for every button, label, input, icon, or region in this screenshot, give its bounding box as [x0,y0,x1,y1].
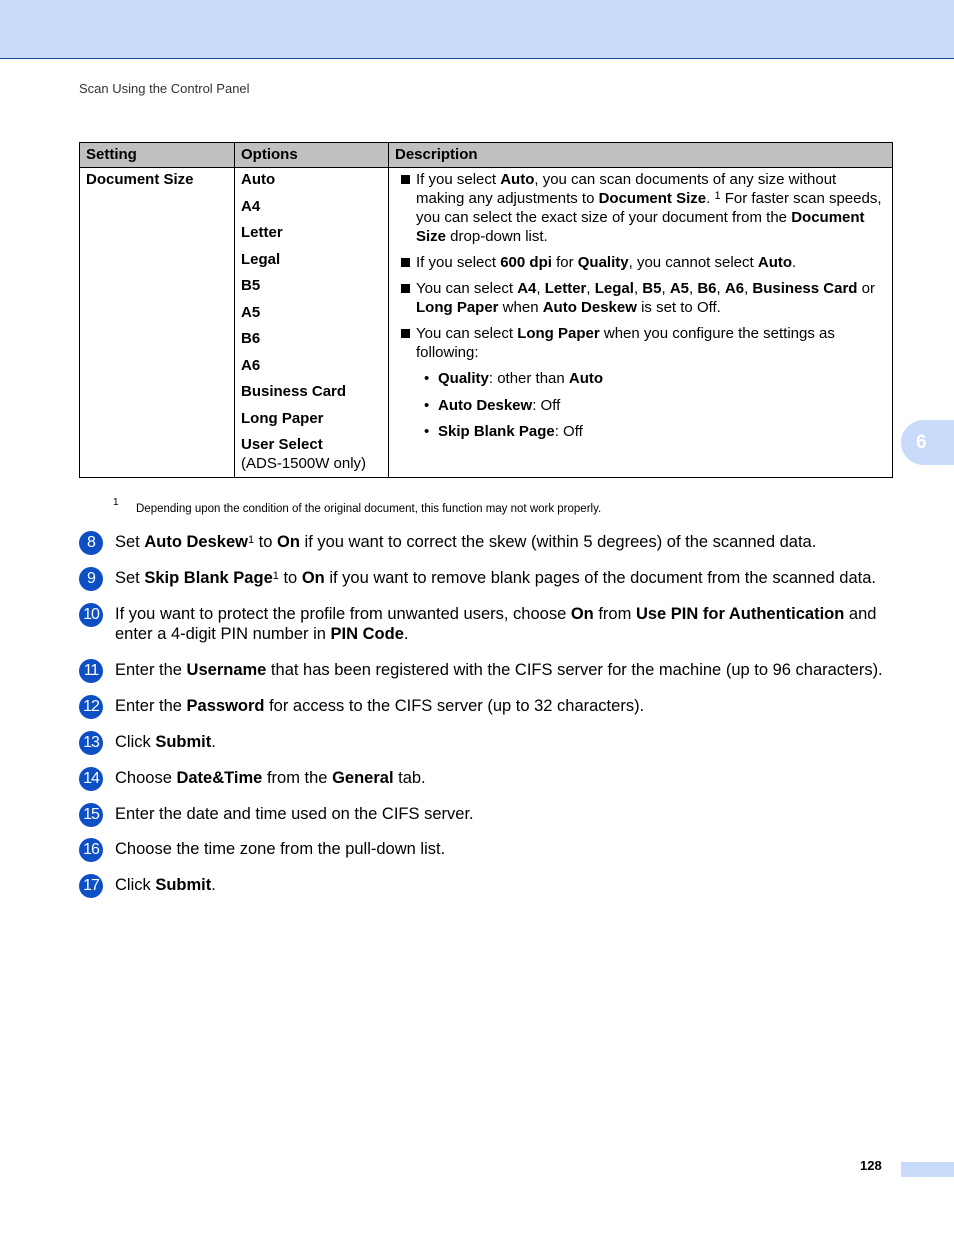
text: Set [115,569,145,587]
bold-term: On [570,605,594,623]
text: drop-down list. [446,228,548,245]
footnote-number: 1 [113,497,119,508]
bold-term: A6 [724,280,745,297]
bold-term: Quality [577,254,629,271]
option-item-user-select [241,435,382,473]
bold-term: Auto Deskew [144,533,248,551]
text: Click [115,876,156,894]
bold-term: Use PIN for Authentication [635,605,845,623]
text: Choose the time zone from the pull-down list. [115,840,446,858]
step-number-badge: 13 [79,731,103,755]
text: to [254,533,278,551]
bold-term: Date&Time [176,769,263,787]
option-item: A6 [241,356,261,374]
text: . [792,254,797,271]
bold-term: A5 [669,280,689,297]
text: You can select [416,325,518,342]
bold-term: On [277,533,300,551]
text: Set [115,533,145,551]
text: You can select [416,280,518,297]
text: , you can scan documents of any size without making any adjustments to [416,171,837,207]
text: is set to Off. [636,299,721,316]
text: : other than [488,370,569,387]
bold-term: Quality [438,370,489,387]
step-16 [79,839,899,859]
bold-term: Long Paper [416,299,499,316]
text: when [498,299,543,316]
step-number-badge: 14 [79,767,103,791]
setting-name: Document Size [86,171,194,188]
option-item: A4 [241,197,261,215]
bold-term: Letter [544,280,587,297]
bold-term: Username [186,661,267,679]
options-cell [235,168,389,478]
text: If you want to protect the profile from unwanted users, choose [115,605,571,623]
text: . [211,733,216,751]
chapter-tab [901,420,954,465]
text: . [211,876,216,894]
sub-bullet-list [416,369,886,441]
text: , [744,280,753,297]
sub-bullet [416,396,886,415]
bold-term: Password [186,697,265,715]
text: from [593,605,636,623]
text: or [857,280,875,297]
bold-term: Long Paper [517,325,600,342]
header-setting: Setting [80,143,235,168]
header-band [0,0,954,59]
text: for access to the CIFS server (up to 32 characters). [264,697,645,715]
chapter-number: 6 [916,431,927,453]
bold-term: Legal [594,280,634,297]
step-number-badge: 10 [79,603,103,627]
header-description: Description [389,143,893,168]
bold-term: Skip Blank Page [438,423,555,440]
bold-term: 600 dpi [500,254,552,271]
step-9 [79,568,899,588]
setting-cell [80,168,235,478]
option-item: Letter [241,224,283,241]
step-8 [79,532,899,552]
text: to [278,569,302,587]
description-bullet [395,279,886,317]
header-options: Options [235,143,389,168]
text: if you want to correct the skew (within 5 degrees) of the scanned data. [299,533,817,551]
text: Click [115,733,156,751]
text: if you want to remove blank pages of the document from the scanned data. [324,569,876,587]
description-bullet [395,253,886,272]
text: If you select [416,171,501,188]
bold-term: Auto Deskew [438,396,533,414]
footnote-ref: 1 [247,534,255,546]
step-number-badge: 15 [79,803,103,827]
bold-term: Skip Blank Page [144,569,273,587]
text: . [403,625,409,643]
bold-term: Auto [568,370,604,387]
text: , [633,280,643,297]
text: , [716,280,725,297]
text: , you cannot select [628,254,758,271]
footnote-ref: 1 [272,570,279,582]
footnote-ref: 1 [714,190,721,202]
text: , [689,280,698,297]
text: : Off [532,396,561,414]
step-14 [79,768,899,788]
settings-table [79,142,893,478]
step-17 [79,875,899,895]
text: For faster scan speeds, you can select the exact size of your document from the [416,190,882,226]
description-bullet [395,170,886,246]
bold-term: Business Card [752,280,858,297]
bold-term: PIN Code [330,625,404,643]
step-number-badge: 12 [79,695,103,719]
table-header-row [80,143,893,168]
bold-term: Submit [155,733,212,751]
step-number-badge: 11 [79,659,103,683]
bold-term: B6 [697,280,717,297]
option-item: Long Paper [241,409,324,427]
text: Enter the [115,661,187,679]
step-11 [79,660,899,680]
text: , [536,280,545,297]
bold-term: Auto [500,171,535,188]
text: Enter the date and time used on the CIFS server. [115,805,474,823]
option-item: Business Card [241,383,347,400]
step-15 [79,804,899,824]
sub-bullet [416,369,886,388]
step-number-badge: 16 [79,838,103,862]
text: Choose [115,769,177,787]
step-number-badge: 8 [79,531,103,555]
text: Enter the [115,697,187,715]
text: when you configure the settings as following: [416,325,835,361]
page-number-bar [901,1162,954,1177]
text: : Off [554,423,583,440]
footnote-text: Depending upon the condition of the original document, this function may not work properly. [136,503,602,515]
text: If you select [416,254,501,271]
option-item: User Select [241,436,323,453]
bold-term: General [332,769,394,787]
text: and enter a 4-digit PIN number in [115,605,877,643]
description-cell [389,168,893,478]
option-item: Legal [241,250,281,268]
step-13 [79,732,899,752]
description-bullet [395,324,886,441]
option-note: (ADS-1500W only) [241,455,367,472]
text: for [551,254,578,271]
bold-term: Auto [757,254,793,271]
bold-term: A4 [517,280,537,297]
step-number-badge: 9 [79,567,103,591]
description-list [395,170,886,441]
option-item: A5 [241,303,261,321]
option-item: B6 [241,330,261,347]
bold-term: B5 [642,280,662,297]
bold-term: Document Size [416,209,865,245]
page-number: 128 [860,1158,882,1173]
step-12 [79,696,899,716]
sub-bullet [416,422,886,441]
text: . [706,190,715,207]
text: tab. [393,769,426,787]
option-item: Auto [241,171,276,188]
table-row [80,168,893,478]
text: that has been registered with the CIFS server for the machine (up to 96 characters). [266,661,883,679]
option-item: B5 [241,277,261,294]
step-number-badge: 17 [79,874,103,898]
bold-term: Document Size [598,190,707,207]
bold-term: Submit [155,876,212,894]
text: , [586,280,595,297]
step-10 [79,604,899,644]
text: from the [262,769,333,787]
running-header: Scan Using the Control Panel [79,81,250,96]
bold-term: On [301,569,325,587]
text: , [661,280,670,297]
bold-term: Auto Deskew [542,299,637,316]
